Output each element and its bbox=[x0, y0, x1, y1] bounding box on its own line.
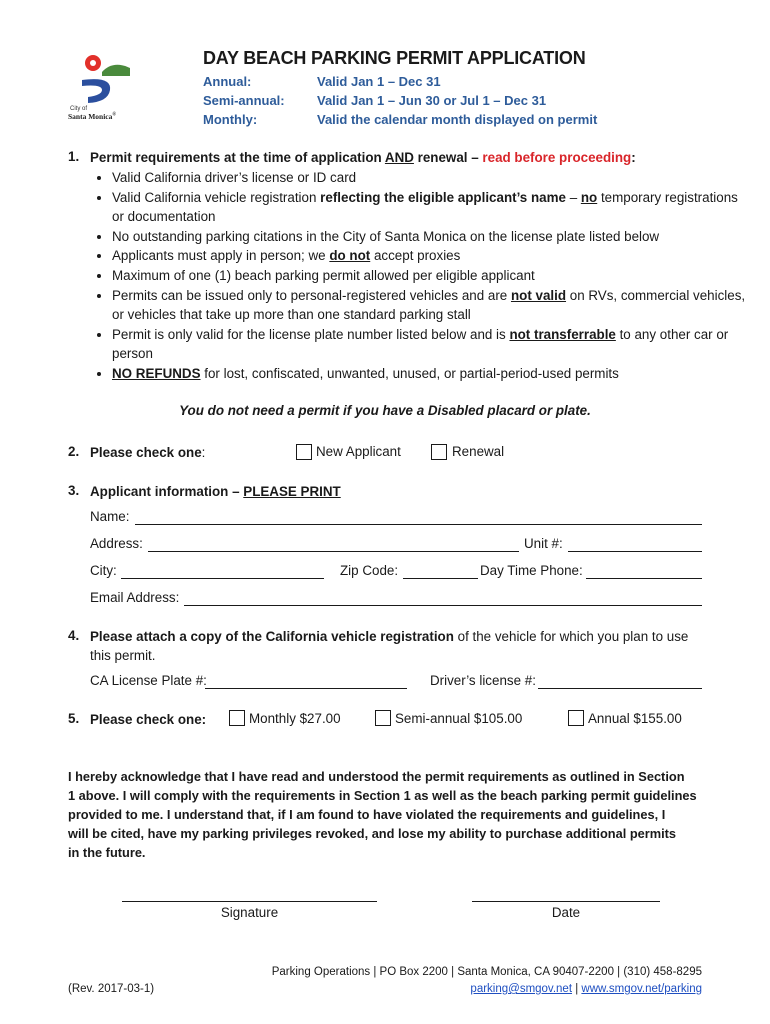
section3-heading-text: Applicant information – bbox=[90, 484, 244, 499]
req-text: accept proxies bbox=[370, 248, 461, 264]
email-field[interactable] bbox=[184, 605, 702, 606]
unit-field[interactable] bbox=[568, 551, 702, 552]
section1-heading-a: Permit requirements at the time of application bbox=[90, 150, 385, 165]
req-text: for lost, confiscated, unwanted, unused, or partial-period-used permits bbox=[200, 365, 619, 381]
req-text: temporary registrations or documentation bbox=[112, 189, 738, 225]
req-emphasis: not valid bbox=[510, 287, 567, 303]
req-bold: reflecting the eligible applicant’s name bbox=[320, 189, 566, 205]
list-item bbox=[112, 286, 752, 325]
section3-heading bbox=[90, 482, 341, 502]
list-item bbox=[112, 266, 752, 286]
date-label: Date bbox=[551, 905, 581, 920]
logo-registered: ® bbox=[112, 112, 117, 118]
list-item bbox=[112, 188, 752, 227]
footer-web-link[interactable]: www.smgov.net/parking bbox=[581, 983, 702, 995]
section2-label bbox=[90, 443, 205, 463]
acknowledgement-line: provided to me. I understand that, if I am found to have violated the requirements and guidelines, I bbox=[68, 807, 666, 822]
section1-heading-colon: : bbox=[631, 150, 636, 165]
term-label-monthly: Monthly: bbox=[203, 112, 258, 127]
new-applicant-checkbox[interactable] bbox=[296, 444, 312, 460]
zip-field[interactable] bbox=[403, 578, 478, 579]
renewal-label: Renewal bbox=[452, 444, 505, 459]
req-text: Valid California driver’s license or ID card bbox=[112, 170, 357, 185]
section4-rest: of the vehicle for which you plan to use bbox=[453, 629, 689, 644]
section1-heading-warning: read before proceeding bbox=[482, 150, 632, 165]
section3-number: 3. bbox=[68, 483, 80, 498]
phone-field[interactable] bbox=[586, 578, 702, 579]
term-value-annual: Valid Jan 1 – Dec 31 bbox=[317, 74, 441, 89]
section5-label: Please check one: bbox=[90, 712, 207, 727]
semiannual-label: Semi-annual $105.00 bbox=[395, 711, 523, 726]
annual-label: Annual $155.00 bbox=[588, 711, 682, 726]
acknowledgement-text bbox=[68, 767, 718, 862]
footer-links bbox=[400, 983, 702, 995]
section2-number: 2. bbox=[68, 444, 80, 459]
logo-name-text: Santa Monica bbox=[68, 112, 113, 121]
acknowledgement-line: I hereby acknowledge that I have read and understood the permit requirements as outlined in Section bbox=[68, 769, 685, 784]
revision-label: (Rev. 2017-03-1) bbox=[68, 983, 155, 995]
city-logo bbox=[68, 50, 138, 125]
footer-address: Parking Operations | PO Box 2200 | Santa Monica, CA 90407-2200 | (310) 458-8295 bbox=[271, 966, 702, 978]
list-item bbox=[112, 246, 752, 266]
disabled-placard-note: You do not need a permit if you have a Disabled placard or plate. bbox=[179, 403, 591, 418]
req-text: – bbox=[565, 189, 581, 205]
monthly-label: Monthly $27.00 bbox=[249, 711, 341, 726]
section4-number: 4. bbox=[68, 628, 80, 643]
unit-label: Unit #: bbox=[524, 536, 563, 551]
date-field[interactable] bbox=[472, 901, 660, 902]
page-title: DAY BEACH PARKING PERMIT APPLICATION bbox=[203, 48, 586, 68]
acknowledgement-line: in the future. bbox=[68, 845, 146, 860]
section5-number: 5. bbox=[68, 711, 80, 726]
section4-bold: Please attach a copy of the California vehicle registration bbox=[90, 629, 454, 644]
annual-checkbox[interactable] bbox=[568, 710, 584, 726]
footer-separator: | bbox=[572, 983, 582, 995]
req-text: on RVs, commercial vehicles, or vehicles that take up more than one standard parking stall bbox=[112, 287, 746, 323]
list-item bbox=[112, 325, 752, 364]
req-emphasis: no bbox=[580, 189, 598, 205]
logo-city-of: City of bbox=[70, 106, 88, 112]
section4-text bbox=[90, 627, 688, 647]
req-text: Permits can be issued only to personal-registered vehicles and are bbox=[112, 287, 511, 303]
req-text: Valid California vehicle registration bbox=[112, 189, 321, 205]
phone-label: Day Time Phone: bbox=[480, 563, 583, 578]
section1-number: 1. bbox=[68, 149, 80, 164]
list-item bbox=[112, 364, 752, 384]
renewal-checkbox[interactable] bbox=[431, 444, 447, 460]
list-item bbox=[112, 227, 752, 247]
city-label: City: bbox=[90, 563, 117, 578]
term-value-semiannual: Valid Jan 1 – Jun 30 or Jul 1 – Dec 31 bbox=[317, 93, 547, 108]
req-text: Maximum of one (1) beach parking permit allowed per eligible applicant bbox=[112, 267, 535, 283]
section3-heading-print: PLEASE PRINT bbox=[243, 484, 341, 499]
req-text: Applicants must apply in person; we bbox=[112, 248, 330, 264]
req-text: Permit is only valid for the license plate number listed below and is bbox=[112, 326, 510, 342]
signature-label: Signature bbox=[220, 905, 279, 920]
plate-label: CA License Plate #: bbox=[90, 673, 207, 688]
acknowledgement-line: will be cited, have my parking privileges revoked, and lose my ability to purchase additional permits bbox=[68, 826, 677, 841]
zip-label: Zip Code: bbox=[340, 563, 399, 578]
section1-heading bbox=[90, 148, 636, 168]
section1-heading-b: renewal – bbox=[413, 150, 483, 165]
semiannual-checkbox[interactable] bbox=[375, 710, 391, 726]
santa-monica-logo-icon bbox=[68, 50, 138, 110]
logo-name bbox=[68, 112, 116, 121]
name-field[interactable] bbox=[135, 524, 702, 525]
term-value-monthly: Valid the calendar month displayed on permit bbox=[317, 112, 598, 127]
city-field[interactable] bbox=[121, 578, 324, 579]
address-label: Address: bbox=[90, 536, 143, 551]
term-label-semiannual: Semi-annual: bbox=[203, 93, 285, 108]
term-label-annual: Annual: bbox=[203, 74, 252, 89]
list-item bbox=[112, 168, 752, 188]
plate-field[interactable] bbox=[205, 688, 407, 689]
section2-label-text: Please check one bbox=[90, 445, 202, 460]
address-field[interactable] bbox=[148, 551, 519, 552]
req-emphasis: not transferrable bbox=[509, 326, 616, 342]
email-label: Email Address: bbox=[90, 590, 180, 605]
section1-heading-and: AND bbox=[384, 150, 414, 165]
requirements-list bbox=[90, 168, 752, 384]
req-text: No outstanding parking citations in the City of Santa Monica on the license plate listed below bbox=[112, 228, 660, 244]
section2-colon: : bbox=[201, 445, 206, 460]
name-label: Name: bbox=[90, 509, 130, 524]
acknowledgement-line: 1 above. I will comply with the requirements in Section 1 as well as the beach parking permit guidelines bbox=[68, 788, 697, 803]
driver-license-field[interactable] bbox=[538, 688, 702, 689]
req-text: to any other car or person bbox=[112, 326, 729, 362]
req-emphasis: do not bbox=[329, 248, 371, 264]
monthly-checkbox[interactable] bbox=[229, 710, 245, 726]
section4-line2: this permit. bbox=[90, 648, 156, 663]
signature-field[interactable] bbox=[122, 901, 377, 902]
new-applicant-label: New Applicant bbox=[316, 444, 401, 459]
req-emphasis: NO REFUNDS bbox=[112, 365, 201, 381]
footer-email-link[interactable]: parking@smgov.net bbox=[470, 983, 573, 995]
driver-license-label: Driver’s license #: bbox=[430, 673, 536, 688]
